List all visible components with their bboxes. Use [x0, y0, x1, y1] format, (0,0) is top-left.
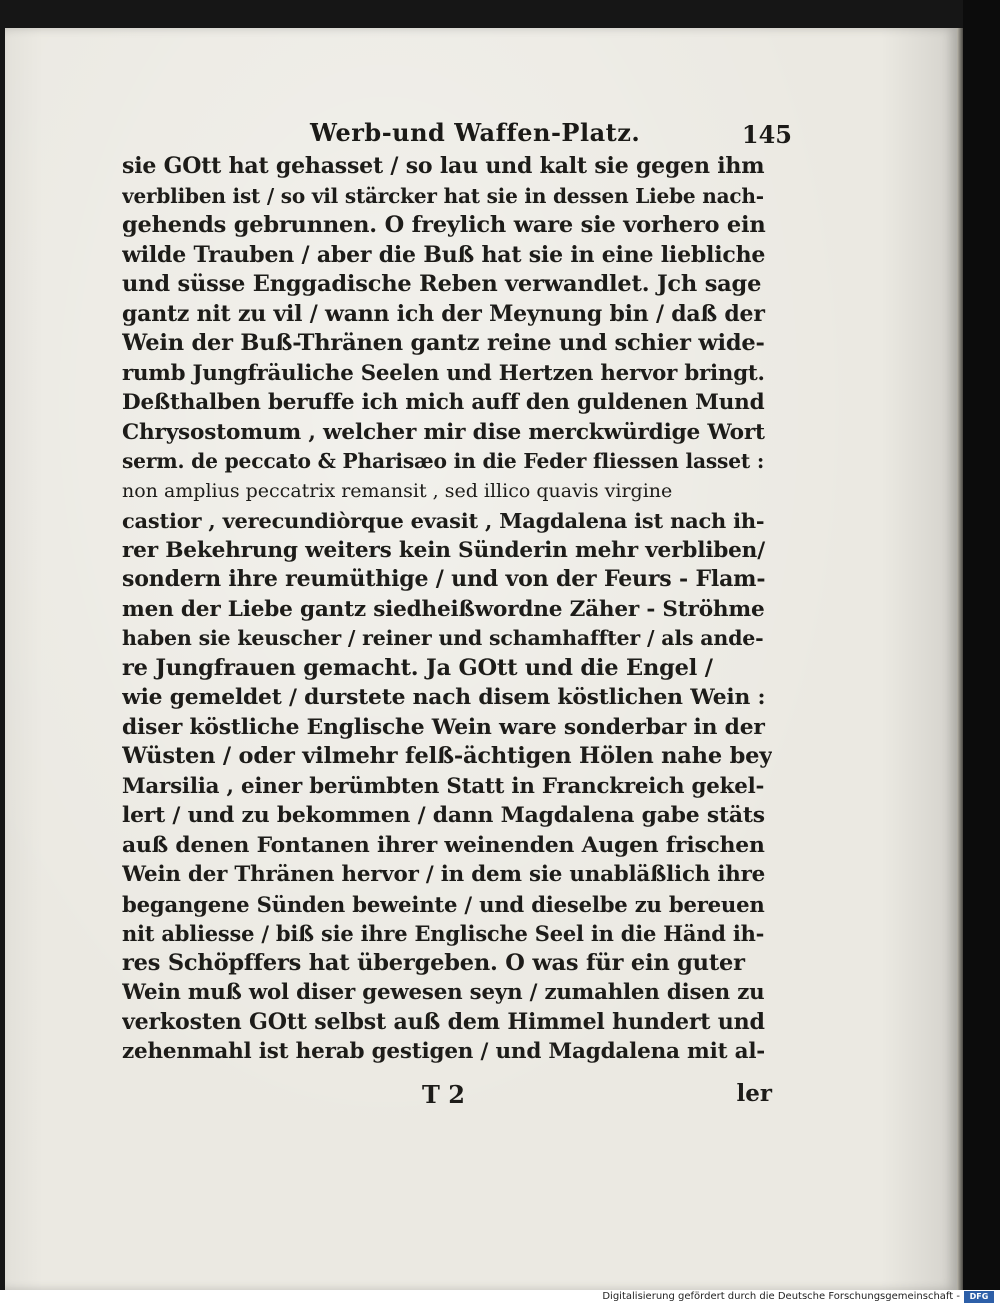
- page-number: 145: [741, 120, 792, 149]
- credit-bar: [0, 1290, 1000, 1304]
- running-head-title: Werb-und Waffen-Platz.: [310, 118, 641, 147]
- text-line: serm. de peccato & Pharisæo in die Feder fliessen lasset :: [122, 449, 765, 473]
- text-line: lert / und zu bekommen / dann Magdalena gabe stäts: [122, 802, 765, 828]
- text-line: Deßthalben beruffe ich mich auff den guldenen Mund: [122, 390, 765, 415]
- page-footer: [122, 1080, 772, 1114]
- credit-text: Digitalisierung gefördert durch die Deutsche Forschungsgemeinschaft -: [602, 1291, 960, 1302]
- dfg-logo-icon: DFG: [964, 1291, 994, 1303]
- text-line: re Jungfrauen gemacht. Ja GOtt und die Engel /: [122, 654, 713, 681]
- text-line: sie GOtt hat gehasset / so lau und kalt sie gegen ihm: [122, 153, 765, 179]
- text-line: men der Liebe gantz siedheißwordne Zäher - Ströhme: [122, 596, 765, 622]
- text-line: gantz nit zu vil / wann ich der Meynung bin / daß der: [122, 300, 765, 327]
- body-text: [122, 152, 772, 1067]
- text-line: haben sie keuscher / reiner und schamhaffter / als ande-: [122, 626, 764, 650]
- text-line: wilde Trauben / aber die Buß hat sie in eine liebliche: [122, 241, 766, 268]
- text-line: Wein der Buß-Thränen gantz reine und schier wide-: [122, 330, 765, 356]
- text-line: res Schöpffers hat übergeben. O was für ein guter: [122, 949, 745, 976]
- text-line: verbliben ist / so vil stärcker hat sie in dessen Liebe nach-: [122, 183, 764, 208]
- text-line: diser köstliche Englische Wein ware sonderbar in der: [122, 714, 765, 740]
- text-line: begangene Sünden beweinte / und dieselbe zu bereuen: [122, 891, 765, 917]
- text-line: zehenmahl ist herab gestigen / und Magdalena mit al-: [122, 1039, 766, 1064]
- scan-background: [963, 0, 1000, 1304]
- text-line-latin: non amplius peccatrix remansit , sed illico quavis virgine: [122, 479, 673, 502]
- text-line: und süsse Enggadische Reben verwandlet. Jch sage: [122, 271, 762, 297]
- signature-mark: T 2: [422, 1080, 465, 1109]
- text-line: rumb Jungfräuliche Seelen und Hertzen hervor bringt.: [122, 360, 765, 386]
- text-line: Marsilia , einer berümbten Statt in Franckreich gekel-: [122, 773, 765, 799]
- text-line: auß denen Fontanen ihrer weinenden Augen frischen: [122, 832, 765, 858]
- text-line: nit abliesse / biß sie ihre Englische Seel in die Händ ih-: [122, 921, 765, 946]
- text-line: sondern ihre reumüthige / und von der Feurs - Flam-: [122, 566, 766, 592]
- text-line: verkosten GOtt selbst auß dem Himmel hundert und: [122, 1008, 765, 1035]
- text-line: gehends gebrunnen. O freylich ware sie vorhero ein: [122, 212, 766, 238]
- text-line: Wein muß wol diser gewesen seyn / zumahlen disen zu: [122, 980, 765, 1005]
- text-line: Wüsten / oder vilmehr felß-ächtigen Hölen nahe bey: [122, 743, 772, 769]
- catchword: ler: [736, 1080, 772, 1107]
- text-line: wie gemeldet / durstete nach disem köstlichen Wein :: [122, 685, 766, 710]
- text-line: Chrysostomum , welcher mir dise merckwürdige Wort: [122, 419, 765, 445]
- text-line: Wein der Thränen hervor / in dem sie unabläßlich ihre: [122, 862, 766, 887]
- running-head: [120, 118, 792, 152]
- text-line: rer Bekehrung weiters kein Sünderin mehr verbliben/: [122, 537, 765, 563]
- text-line: castior , verecundiòrque evasit , Magdalena ist nach ih-: [122, 508, 765, 533]
